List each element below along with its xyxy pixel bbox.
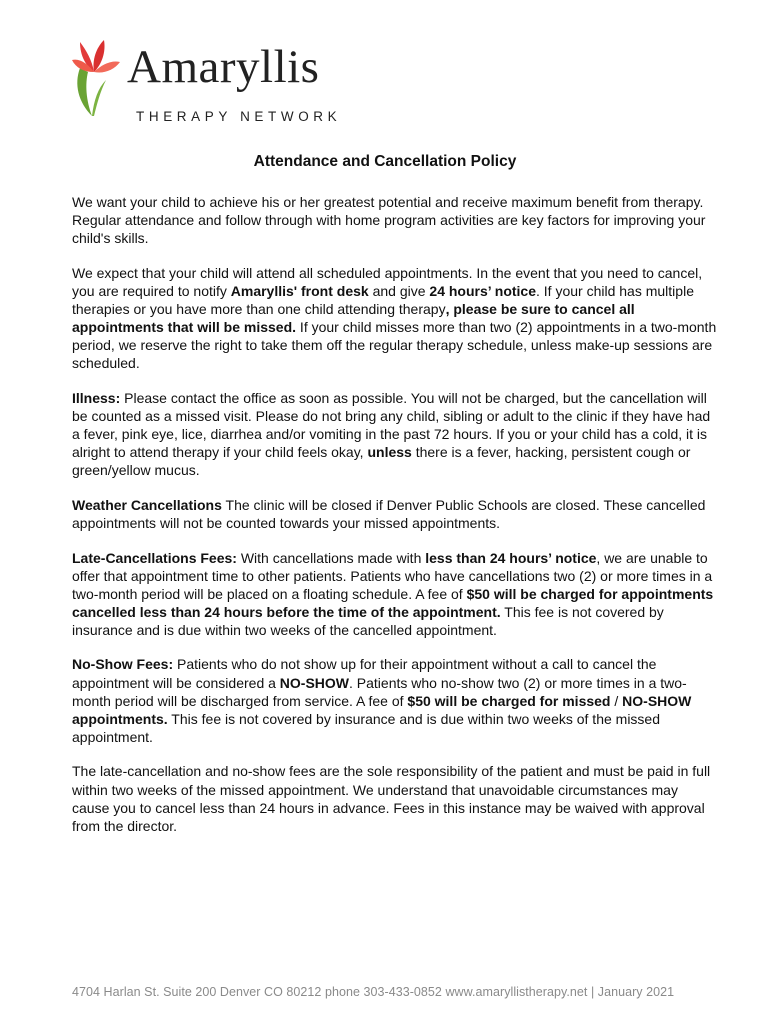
- bold-run: less than 24 hours’ notice: [425, 549, 597, 566]
- bold-run: 24 hours’ notice: [429, 282, 537, 299]
- text-run: there is a fever, hacking, persistent cough or green/yellow mucus.: [72, 444, 691, 479]
- bold-run: NO-SHOW appointments.: [72, 692, 692, 727]
- footer-contact: 4704 Harlan St. Suite 200 Denver CO 80212 phone 303-433-0852 www.amaryllistherapy.net | January 2021: [72, 985, 675, 999]
- brand-name: Amaryllis: [127, 41, 320, 93]
- text-run: . If your child has multiple therapies or you have more than one child attending therapy: [72, 282, 694, 317]
- text-run: This fee is not covered by insurance and is due within two weeks of the cancelled appointment.: [72, 603, 664, 638]
- illness-paragraph: [72, 389, 717, 479]
- text-run: , we are unable to offer that appointment time to other patients. Patients who have cancellations two (2) or more times in a two-month period will be placed on a floating schedule. A fee of: [72, 549, 713, 602]
- text-run: If your child misses more than two (2) appointments in a two-month period, we reserve the right to take them off the regular therapy schedule, unless make-up sessions are scheduled.: [72, 319, 717, 372]
- text-run: Patients who do not show up for their appointment without a call to cancel the appointment will be considered a: [72, 656, 657, 691]
- text-run: The clinic will be closed if Denver Public Schools are closed. These cancelled appointments will not be counted towards your missed appointments.: [72, 496, 706, 531]
- no-show-heading: No-Show Fees:: [72, 656, 174, 673]
- bold-run: , please be sure to cancel all appointments that will be missed.: [72, 300, 635, 336]
- responsibility-paragraph: [72, 762, 717, 834]
- intro-paragraph: [72, 193, 717, 247]
- amaryllis-flower-icon: [72, 38, 122, 118]
- no-show-paragraph: [72, 655, 717, 745]
- illness-heading: Illness:: [72, 389, 121, 406]
- bold-run: NO-SHOW: [279, 674, 350, 691]
- text-run: /: [610, 692, 623, 709]
- bold-run: $50 will be charged for appointments cancelled less than 24 hours before the time of the appointment.: [72, 585, 714, 620]
- intro-text: We want your child to achieve his or her greatest potential and receive maximum benefit from therapy. Regular attendance and follow through with home program activities are key factors for improving your child's skills.: [72, 194, 706, 247]
- bold-run: $50 will be charged for missed: [407, 692, 611, 709]
- policy-body: [72, 193, 717, 851]
- text-run: and give: [368, 282, 430, 299]
- amaryllis-logo: [72, 38, 362, 128]
- text-run: With cancellations made with: [236, 549, 426, 566]
- weather-heading: Weather Cancellations: [72, 496, 222, 513]
- responsibility-text: The late-cancellation and no-show fees are the sole responsibility of the patient and must be paid in full within two weeks of the missed appointment. We understand that unavoidable circumstances may cause you to cancel less than 24 hours in advance. Fees in this instance may be waived with approval from the director.: [72, 763, 711, 834]
- weather-paragraph: [72, 496, 717, 532]
- text-run: This fee is not covered by insurance and is due within two weeks of the missed appointment.: [72, 710, 661, 745]
- late-cancellation-heading: Late-Cancellations Fees:: [72, 549, 237, 566]
- attendance-paragraph: [72, 264, 717, 373]
- text-run: Please contact the office as soon as possible. You will not be charged, but the cancellation will be counted as a missed visit. Please do not bring any child, sibling or adult to the clinic if they have had a fever, pink eye, lice, diarrhea and/or vomiting in the past 72 hours. If you or your child has a cold, it is alright to attend therapy if your child feels okay,: [72, 389, 711, 461]
- text-run: We expect that your child will attend all scheduled appointments. In the event that you need to cancel, you are required to notify: [72, 264, 703, 299]
- text-run: . Patients who no-show two (2) or more times in a two-month period will be discharged from service. A fee of: [72, 674, 687, 709]
- bold-run: Amaryllis' front desk: [230, 282, 369, 299]
- document-title: Attendance and Cancellation Policy: [253, 153, 517, 170]
- bold-run: unless: [367, 444, 412, 461]
- late-cancellation-paragraph: [72, 549, 717, 639]
- brand-tagline: THERAPY NETWORK: [136, 109, 342, 124]
